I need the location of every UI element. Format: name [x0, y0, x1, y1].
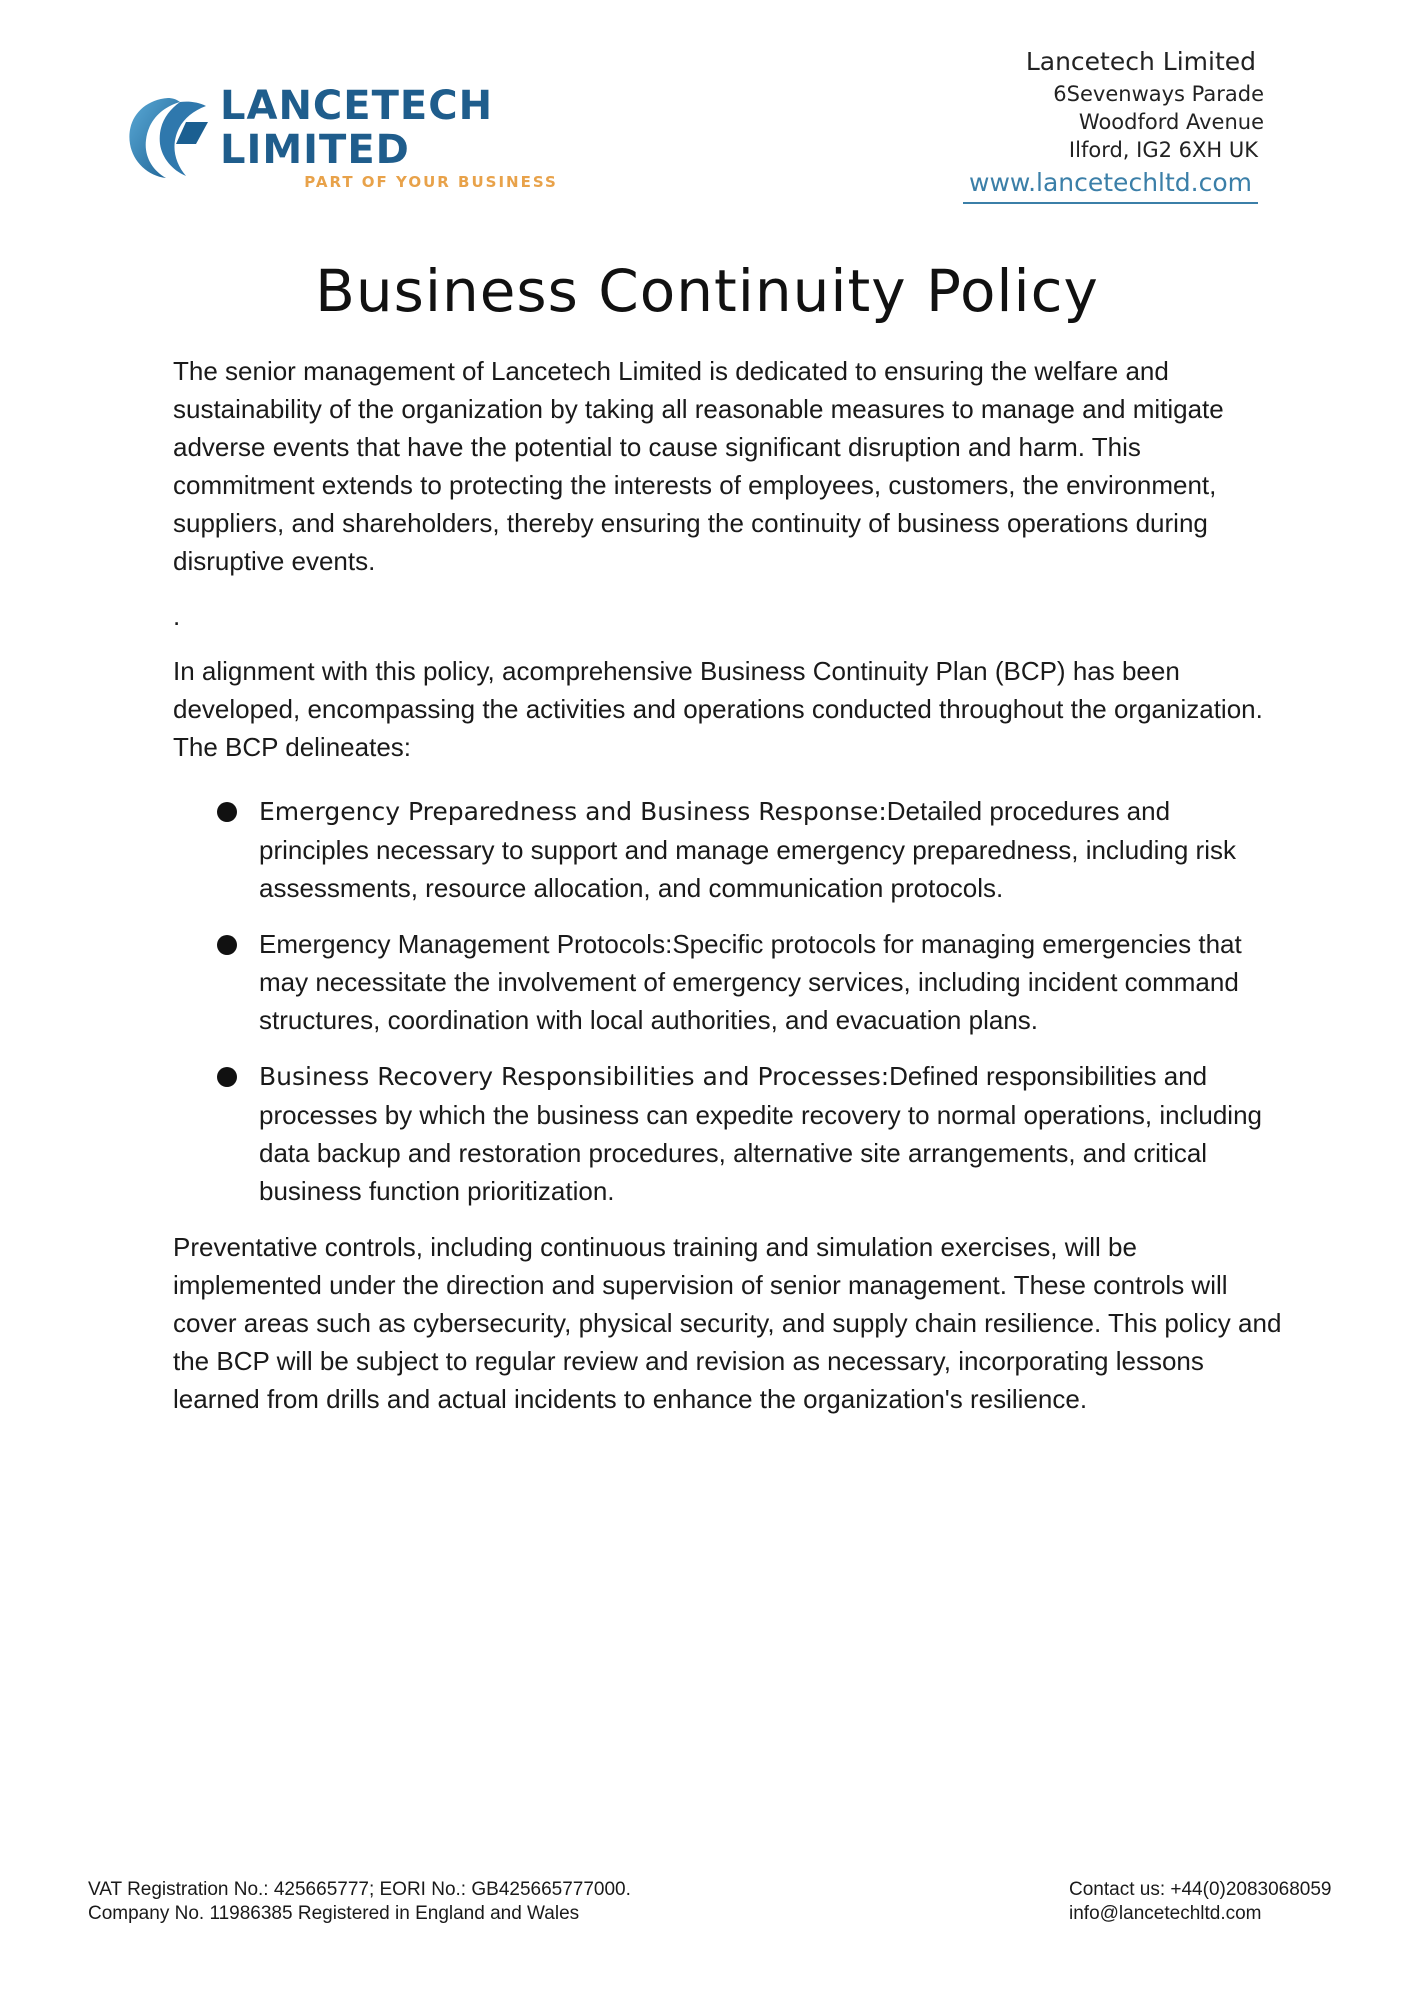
list-item [173, 1057, 1283, 1210]
bullet-text: Defined responsibilities and processes by which the business can expedite recovery to normal operations, including data backup and restoration procedures, alternative site arrangements, and critical business function prioritization. [259, 1061, 1262, 1206]
company-address [963, 44, 1264, 204]
bullet-text: Specific protocols for managing emergencies that may necessitate the involvement of emergency services, including incident command structures, coordination with local authorities, and evacuation plans. [259, 929, 1242, 1035]
lancetech-logo-icon [122, 92, 214, 184]
bullet-heading: Business Recovery Responsibilities and Processes: [259, 1062, 890, 1091]
address-line-2: Woodford Avenue [1078, 110, 1264, 134]
policy-body [173, 352, 1283, 1418]
bullet-text: Detailed procedures and principles necessary to support and manage emergency preparedness, including risk assessments, resource allocation, and communication protocols. [259, 796, 1236, 903]
address-line-1: 6Sevenways Parade [1053, 82, 1264, 106]
intro-paragraph: The senior management of Lancetech Limited is dedicated to ensuring the welfare and sustainability of the organization by taking all reasonable measures to manage and mitigate adverse events that have the potential to cause significant disruption and harm. This commitment extends to protecting the interests of employees, customers, the environment, suppliers, and shareholders, thereby ensuring the continuity of business operations during disruptive events. [173, 356, 1224, 576]
address-company: Lancetech Limited [1025, 47, 1256, 76]
footer-registration [88, 1878, 631, 1926]
closing-paragraph: Preventative controls, including continuous training and simulation exercises, will be implemented under the direction and supervision of senior management. These controls will cover areas such as cybersecurity, physical security, and supply chain resilience. This policy and the BCP will be subject to regular review and revision as necessary, incorporating lessons learned from drills and actual incidents to enhance the organization's resilience. [173, 1232, 1282, 1414]
footer-email[interactable]: info@lancetechltd.com [1069, 1903, 1262, 1924]
bullet-icon [217, 935, 237, 955]
company-logo [122, 83, 642, 191]
footer-vat: VAT Registration No.: 425665777; EORI No.: GB425665777000. [88, 1879, 631, 1900]
bcp-intro-paragraph: In alignment with this policy, acomprehensive Business Continuity Plan (BCP) has been developed, encompassing the activities and operations conducted throughout the organization. The BCP delineates: [173, 656, 1263, 762]
bullet-heading: Emergency Management Protocols: [259, 929, 673, 959]
footer-phone: Contact us: +44(0)2083068059 [1069, 1879, 1332, 1900]
address-line-3: Ilford, IG2 6XH UK [1068, 138, 1258, 162]
list-item [173, 792, 1283, 907]
bullet-heading: Emergency Preparedness and Business Response: [259, 797, 887, 826]
footer-company-number: Company No. 11986385 Registered in England and Wales [88, 1903, 580, 1924]
separator-dot: . [173, 601, 181, 631]
footer-contact [1069, 1878, 1332, 1926]
logo-name: LANCETECH LIMITED [220, 83, 494, 173]
bcp-bullet-list [173, 792, 1283, 1210]
logo-tagline: PART OF YOUR BUSINESS [304, 173, 558, 191]
bullet-icon [217, 1067, 237, 1087]
bullet-icon [217, 802, 237, 822]
list-item [173, 925, 1283, 1039]
website-link[interactable]: www.lancetechltd.com [963, 166, 1258, 204]
page-title: Business Continuity Policy [315, 257, 1099, 325]
